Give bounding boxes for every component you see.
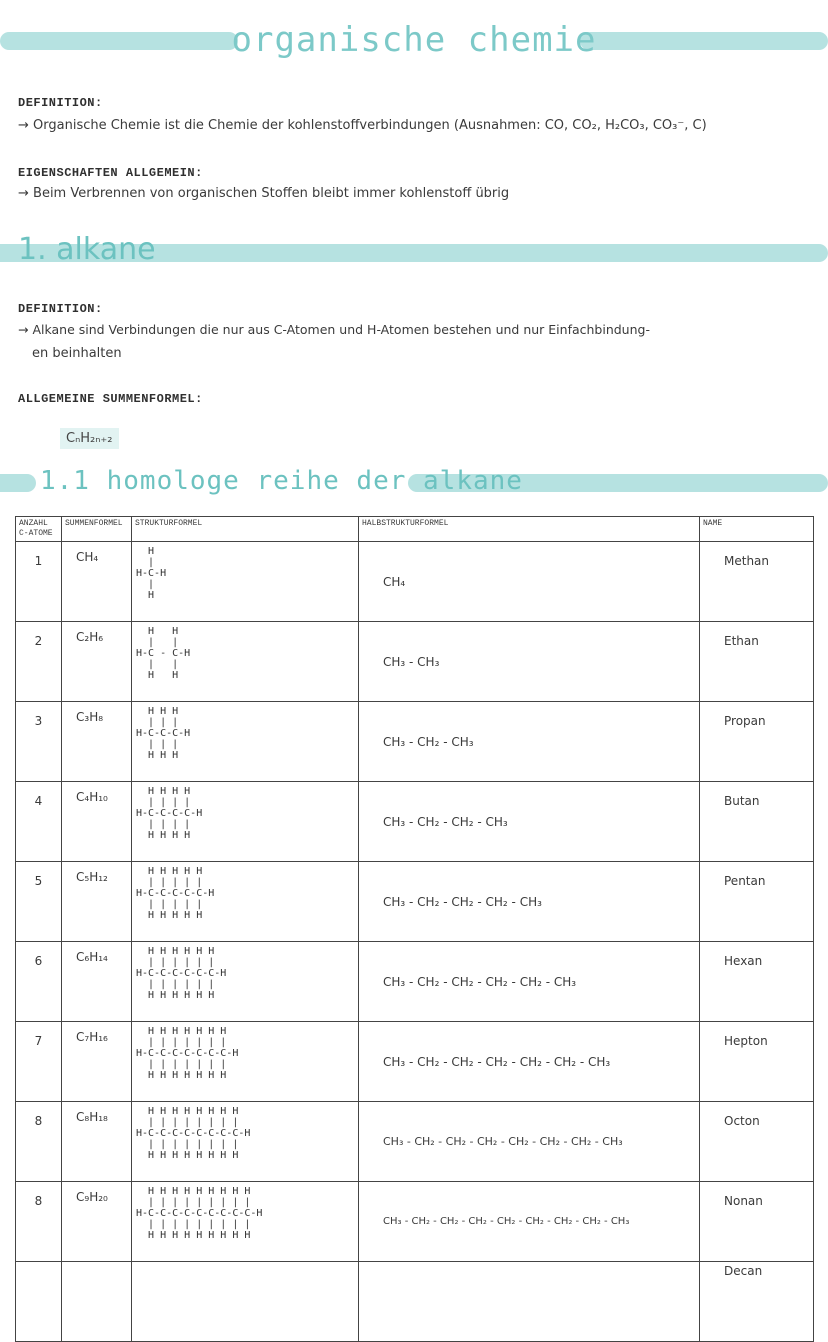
cell-half: CH₃ - CH₂ - CH₂ - CH₂ - CH₂ - CH₂ - CH₂ - CH₃ bbox=[359, 1102, 700, 1182]
table-header-row bbox=[16, 517, 814, 542]
section11-bar-left bbox=[0, 474, 36, 492]
cell-count: 7 bbox=[16, 1022, 62, 1102]
cell-struct bbox=[132, 942, 359, 1022]
cell-sum: CH₄ bbox=[62, 542, 132, 622]
table-row bbox=[16, 1102, 814, 1182]
cell-count bbox=[16, 1262, 62, 1342]
cell-sum: C₉H₂₀ bbox=[62, 1182, 132, 1262]
cell-struct bbox=[132, 702, 359, 782]
cell-name: Nonan bbox=[700, 1182, 814, 1262]
cell-sum: C₆H₁₄ bbox=[62, 942, 132, 1022]
cell-name: Hexan bbox=[700, 942, 814, 1022]
structure-formula: H H H | | | H-C-C-C-H | | | H H H bbox=[136, 706, 191, 761]
structure-formula: H H | | H-C - C-H | | H H bbox=[136, 626, 191, 681]
section1-heading: 1. alkane bbox=[18, 232, 156, 267]
cell-count: 4 bbox=[16, 782, 62, 862]
table-row bbox=[16, 942, 814, 1022]
table-row bbox=[16, 1182, 814, 1262]
alkane-definition-line2: en beinhalten bbox=[32, 346, 122, 361]
definition-label: DEFINITION: bbox=[18, 96, 103, 110]
header-count: ANZAHL C-ATOME bbox=[16, 517, 62, 542]
cell-struct bbox=[132, 1022, 359, 1102]
alkane-definition-label: DEFINITION: bbox=[18, 302, 103, 316]
structure-formula: H H H H H H H H H | | | | | | | | | H-C-C-C-C-C-C-C-C-C-H | | | | | | | | | H H H H H H H H H bbox=[136, 1186, 263, 1241]
table-row bbox=[16, 782, 814, 862]
cell-sum: C₄H₁₀ bbox=[62, 782, 132, 862]
structure-formula: H H H H H H H | | | | | | | H-C-C-C-C-C-C-C-H | | | | | | | H H H H H H H bbox=[136, 1026, 239, 1081]
cell-name: Decan bbox=[700, 1262, 814, 1342]
cell-count: 8 bbox=[16, 1102, 62, 1182]
structure-formula: H H H H H | | | | | H-C-C-C-C-C-H | | | | | H H H H H bbox=[136, 866, 215, 921]
cell-sum: C₃H₈ bbox=[62, 702, 132, 782]
cell-sum bbox=[62, 1262, 132, 1342]
table-row bbox=[16, 1262, 814, 1342]
alkane-definition-line1: → Alkane sind Verbindungen die nur aus C-Atomen und H-Atomen bestehen und nur Einfachbindung- bbox=[18, 322, 650, 337]
section11-heading: 1.1 homologe reihe der alkane bbox=[40, 466, 523, 496]
cell-struct bbox=[132, 1262, 359, 1342]
cell-struct bbox=[132, 1102, 359, 1182]
definition-text: → Organische Chemie ist die Chemie der kohlenstoffverbindungen (Ausnahmen: CO, CO₂, H₂CO₃, CO₃⁻, C) bbox=[18, 118, 707, 133]
cell-half: CH₃ - CH₂ - CH₂ - CH₂ - CH₃ bbox=[359, 862, 700, 942]
cell-sum: C₂H₆ bbox=[62, 622, 132, 702]
general-formula-label: ALLGEMEINE SUMMENFORMEL: bbox=[18, 392, 203, 406]
structure-formula: H H H H H H H H | | | | | | | | H-C-C-C-C-C-C-C-C-H | | | | | | | | H H H H H H H H bbox=[136, 1106, 251, 1161]
header-sum: SUMMENFORMEL bbox=[62, 517, 132, 542]
table-row bbox=[16, 542, 814, 622]
header-struct: STRUKTURFORMEL bbox=[132, 517, 359, 542]
table-row bbox=[16, 702, 814, 782]
structure-formula: H H H H H H | | | | | | H-C-C-C-C-C-C-H | | | | | | H H H H H H bbox=[136, 946, 227, 1001]
header-half: HALBSTRUKTURFORMEL bbox=[359, 517, 700, 542]
properties-text: → Beim Verbrennen von organischen Stoffen bleibt immer kohlenstoff übrig bbox=[18, 186, 510, 201]
cell-sum: C₅H₁₂ bbox=[62, 862, 132, 942]
cell-half bbox=[359, 1262, 700, 1342]
cell-count: 1 bbox=[16, 542, 62, 622]
homologous-series-table bbox=[15, 516, 814, 1342]
cell-struct bbox=[132, 862, 359, 942]
cell-name: Hepton bbox=[700, 1022, 814, 1102]
cell-half: CH₃ - CH₂ - CH₃ bbox=[359, 702, 700, 782]
cell-name: Propan bbox=[700, 702, 814, 782]
table-row bbox=[16, 622, 814, 702]
cell-half: CH₃ - CH₂ - CH₂ - CH₃ bbox=[359, 782, 700, 862]
cell-count: 5 bbox=[16, 862, 62, 942]
table-row bbox=[16, 862, 814, 942]
cell-count: 3 bbox=[16, 702, 62, 782]
table-row bbox=[16, 1022, 814, 1102]
cell-half: CH₃ - CH₂ - CH₂ - CH₂ - CH₂ - CH₂ - CH₂ - CH₂ - CH₃ bbox=[359, 1182, 700, 1262]
structure-formula: H H H H | | | | H-C-C-C-C-H | | | | H H H H bbox=[136, 786, 203, 841]
properties-label: EIGENSCHAFTEN ALLGEMEIN: bbox=[18, 166, 203, 180]
cell-struct bbox=[132, 622, 359, 702]
cell-sum: C₈H₁₈ bbox=[62, 1102, 132, 1182]
cell-name: Ethan bbox=[700, 622, 814, 702]
structure-formula: H | H-C-H | H bbox=[136, 546, 167, 601]
cell-struct bbox=[132, 542, 359, 622]
cell-count: 8 bbox=[16, 1182, 62, 1262]
cell-name: Methan bbox=[700, 542, 814, 622]
cell-half: CH₄ bbox=[359, 542, 700, 622]
cell-struct bbox=[132, 1182, 359, 1262]
general-formula: CₙH₂ₙ₊₂ bbox=[60, 428, 119, 449]
cell-name: Octon bbox=[700, 1102, 814, 1182]
header-name: NAME bbox=[700, 517, 814, 542]
cell-count: 2 bbox=[16, 622, 62, 702]
cell-struct bbox=[132, 782, 359, 862]
cell-name: Butan bbox=[700, 782, 814, 862]
cell-name: Pentan bbox=[700, 862, 814, 942]
cell-sum: C₇H₁₆ bbox=[62, 1022, 132, 1102]
cell-half: CH₃ - CH₂ - CH₂ - CH₂ - CH₂ - CH₂ - CH₃ bbox=[359, 1022, 700, 1102]
cell-half: CH₃ - CH₃ bbox=[359, 622, 700, 702]
cell-count: 6 bbox=[16, 942, 62, 1022]
page-title: organische chemie bbox=[231, 20, 597, 60]
cell-half: CH₃ - CH₂ - CH₂ - CH₂ - CH₂ - CH₃ bbox=[359, 942, 700, 1022]
